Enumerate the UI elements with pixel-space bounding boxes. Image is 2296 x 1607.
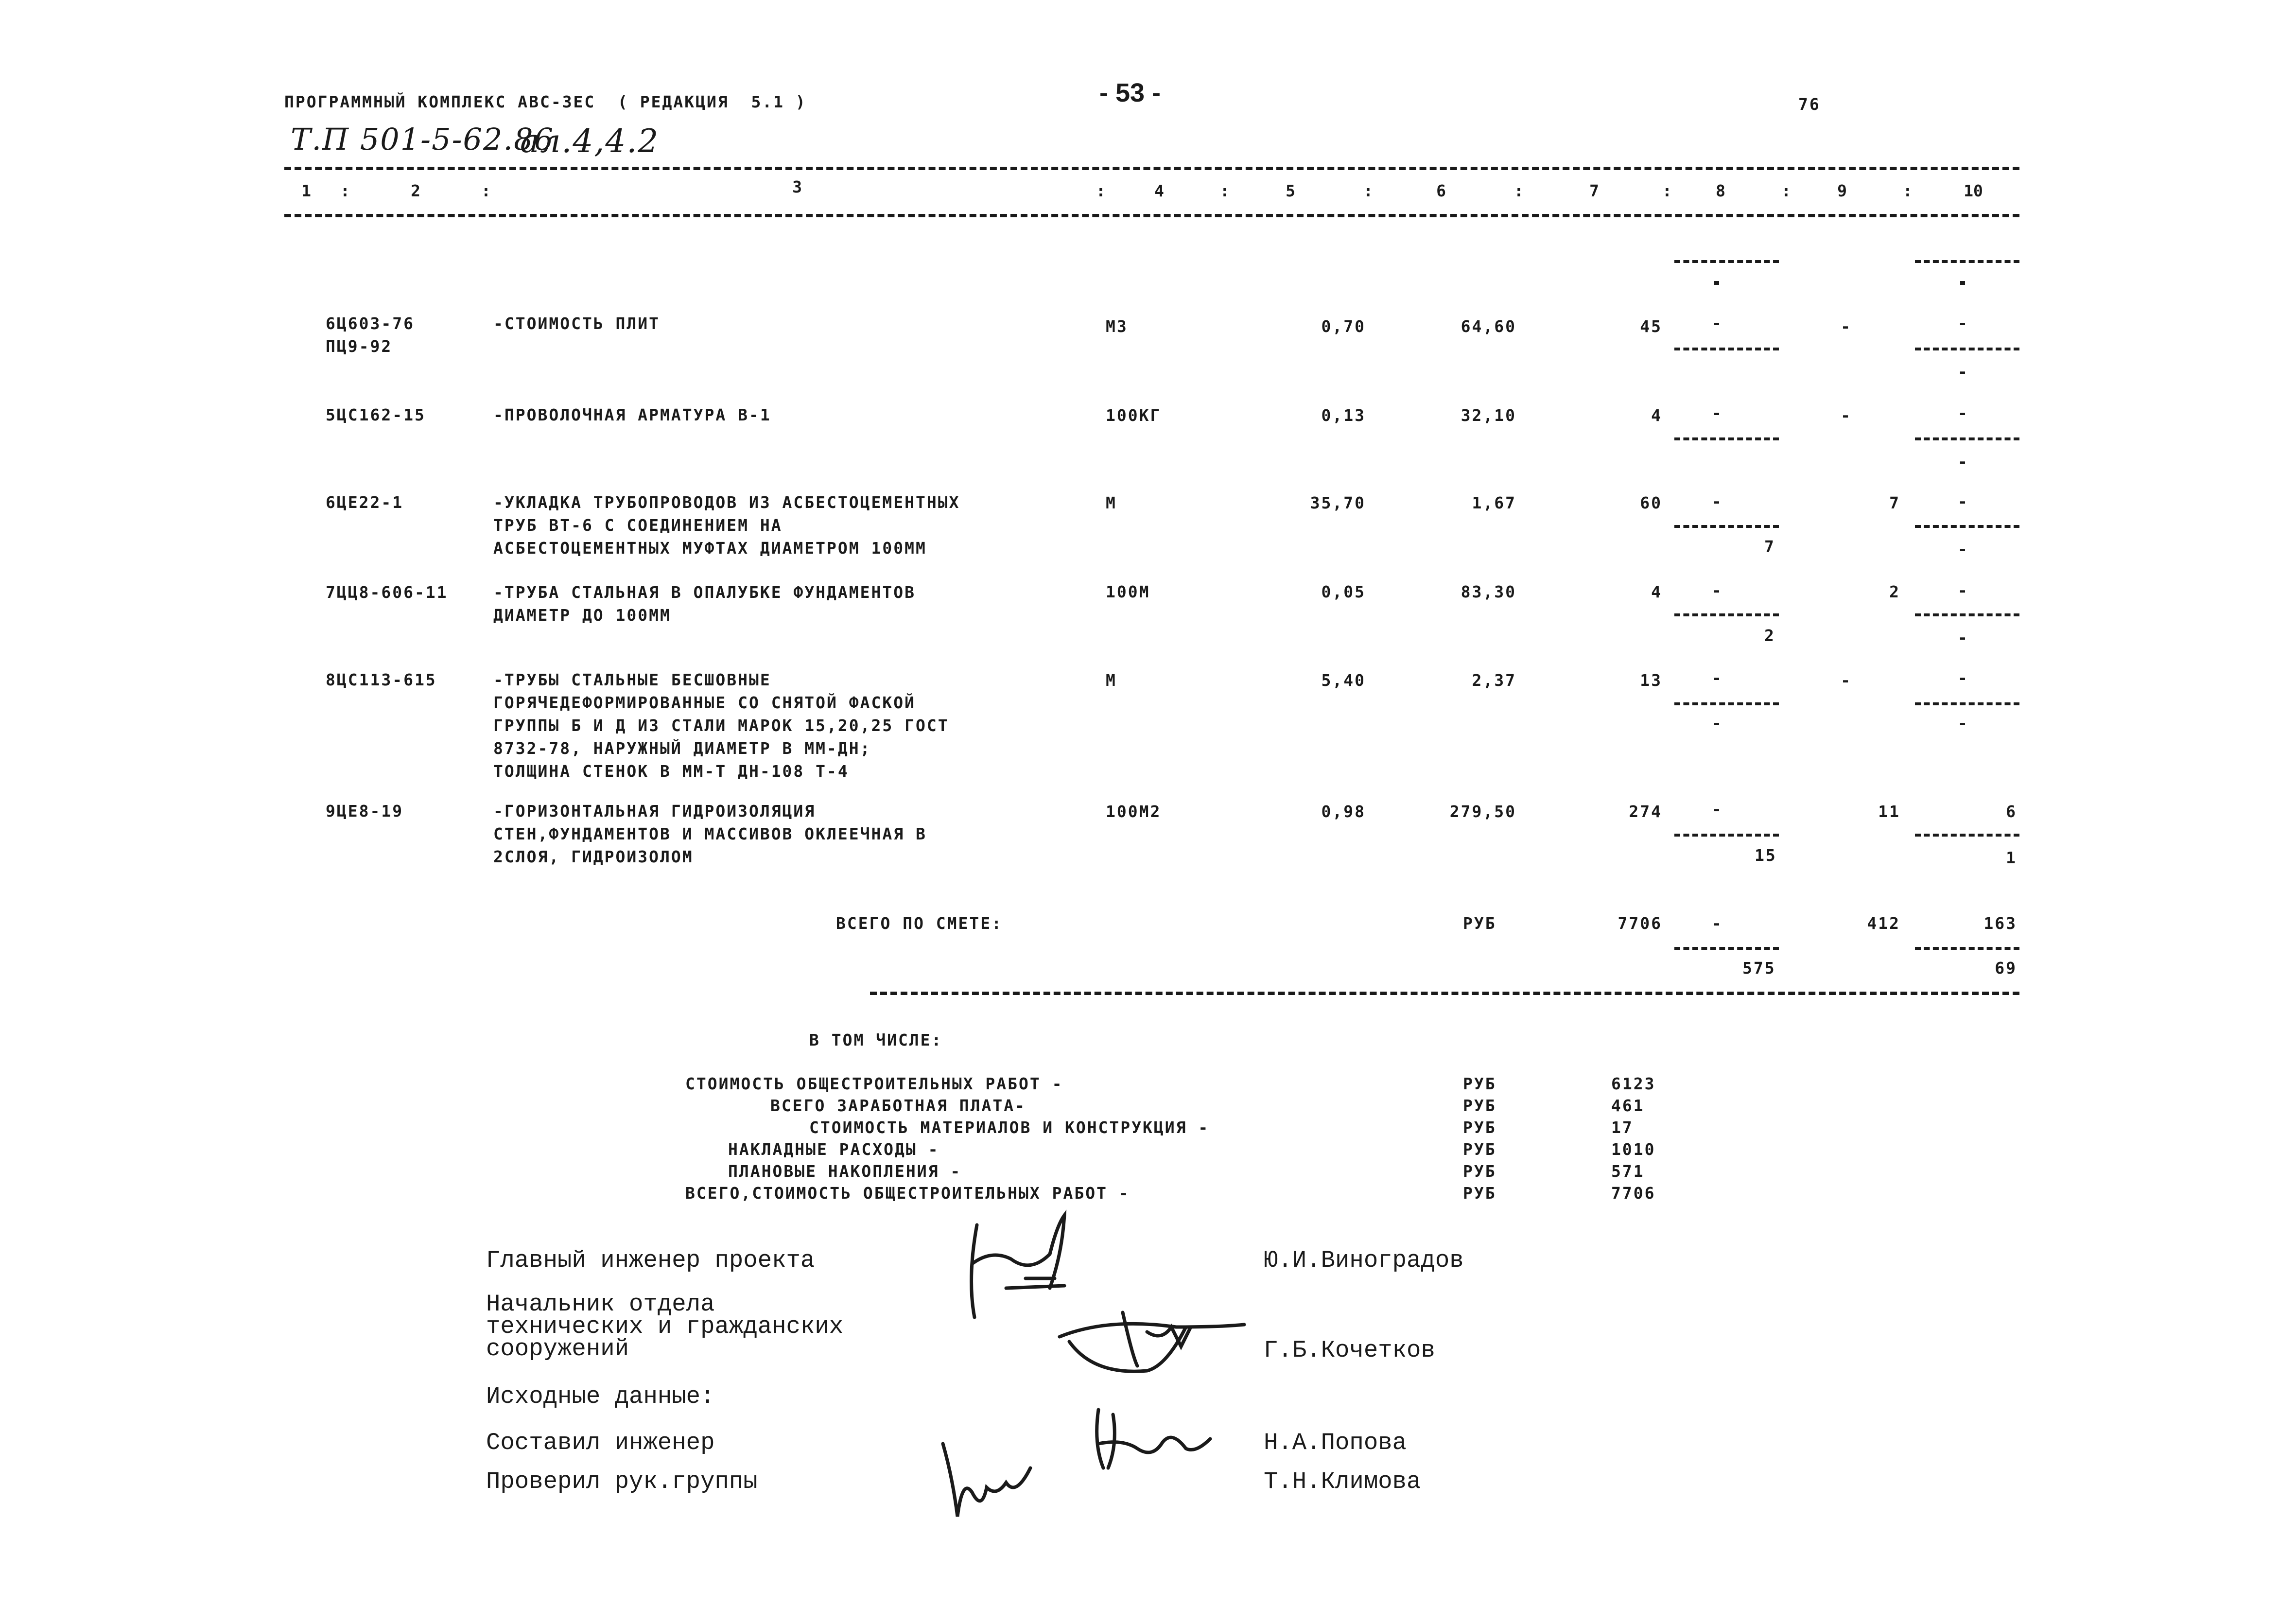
col-separator: :: [1903, 181, 1914, 200]
row-quantity: 0,98: [1321, 802, 1366, 821]
col-separator: :: [1781, 181, 1792, 200]
row-col9: -: [1841, 671, 1852, 690]
row-quantity: 0,70: [1321, 317, 1366, 336]
row-col10-top: -: [1958, 668, 1969, 687]
row-description: -УКЛАДКА ТРУБОПРОВОДОВ ИЗ АСБЕСТОЦЕМЕНТНЫХ ТРУБ ВТ-6 С СОЕДИНЕНИЕМ НА АСБЕСТОЦЕМЕНТНЫХ МУФТАХ ДИАМЕТРОМ 100ММ: [493, 493, 960, 558]
handwritten-project-code: Т.П 501-5-62.86: [291, 122, 555, 157]
row-col8-top: -: [1712, 314, 1723, 332]
fraction-line: [1915, 834, 2019, 837]
breakdown-unit: РУБ: [1463, 1074, 1496, 1093]
dept-head-title: Начальник отдела технических и гражданских сооружений: [486, 1291, 844, 1362]
breakdown-label: ВСЕГО ЗАРАБОТНАЯ ПЛАТА-: [770, 1096, 1026, 1115]
fraction-line: [1674, 348, 1779, 350]
program-title: ПРОГРАММНЫЙ КОМПЛЕКС АВС-ЗЕС ( РЕДАКЦИЯ 5.1 ): [284, 92, 807, 111]
fraction-line: [1915, 348, 2019, 350]
row-description: -ТРУБА СТАЛЬНАЯ В ОПАЛУБКЕ ФУНДАМЕНТОВ ДИАМЕТР ДО 100ММ: [493, 583, 916, 625]
chief-engineer-title: Главный инженер проекта: [486, 1247, 815, 1274]
row-unit: М: [1106, 493, 1117, 512]
row-col8-top: -: [1712, 492, 1723, 511]
chief-engineer-name: Ю.И.Виноградов: [1264, 1247, 1464, 1274]
row-total: 13: [1640, 671, 1662, 690]
col-header: 9: [1837, 181, 1847, 200]
row-col9: 2: [1889, 582, 1900, 601]
row-total: 4: [1651, 582, 1662, 601]
fraction-line: [1915, 702, 2019, 705]
fraction-line: [1915, 437, 2019, 440]
totals-value: 7706: [1618, 914, 1662, 933]
row-quantity: 0,13: [1321, 406, 1366, 425]
fraction-line: [1915, 260, 2019, 263]
row-col9: -: [1841, 317, 1852, 336]
col-header: 6: [1436, 181, 1446, 200]
fraction-line: [1674, 834, 1779, 837]
row-col8-bottom: 2: [1764, 626, 1775, 645]
row-col9: -: [1841, 406, 1852, 425]
breakdown-unit: РУБ: [1463, 1140, 1496, 1159]
sheet-number: 76: [1798, 95, 1821, 114]
row-col8-bottom: -: [1712, 714, 1723, 733]
totals-label: ВСЕГО ПО СМЕТЕ:: [836, 914, 1003, 933]
totals-rule: [870, 992, 2019, 995]
col-separator: :: [1220, 181, 1231, 200]
row-unit: 100М: [1106, 582, 1150, 601]
source-data-label: Исходные данные:: [486, 1383, 715, 1410]
row-unit: М3: [1106, 317, 1128, 336]
row-col10-bottom: -: [1958, 628, 1969, 647]
breakdown-label: СТОИМОСТЬ МАТЕРИАЛОВ И КОНСТРУКЦИЯ -: [809, 1118, 1210, 1137]
row-description: -ГОРИЗОНТАЛЬНАЯ ГИДРОИЗОЛЯЦИЯ СТЕН,ФУНДАМЕНТОВ И МАССИВОВ ОКЛЕЕЧНАЯ В 2СЛОЯ, ГИДРОИЗОЛОМ: [493, 802, 927, 866]
row-col8-bottom: 7: [1764, 537, 1775, 556]
totals-col9: 412: [1867, 914, 1900, 933]
fraction-line: [1674, 702, 1779, 705]
handwritten-album: ал.4,4.2: [520, 122, 660, 160]
row-unit: М: [1106, 671, 1117, 690]
row-unit-price: 279,50: [1449, 802, 1516, 821]
dash-mark: [1714, 281, 1719, 285]
page-number: - 53 -: [1099, 78, 1161, 107]
breakdown-value: 461: [1611, 1096, 1645, 1115]
breakdown-title: В ТОМ ЧИСЛЕ:: [809, 1031, 943, 1049]
col-header: 5: [1286, 181, 1295, 200]
row-unit: 100М2: [1106, 802, 1162, 821]
row-col8-top: -: [1712, 800, 1723, 819]
col-separator: :: [1662, 181, 1673, 200]
totals-col10-bottom: 69: [1995, 959, 2017, 978]
row-col10-top: -: [1958, 403, 1969, 422]
col-header: 7: [1589, 181, 1599, 200]
row-col10-top: -: [1958, 581, 1969, 600]
row-unit-price: 32,10: [1461, 406, 1516, 425]
table-header-rule: [284, 214, 2019, 217]
totals-col8-bottom: 575: [1742, 959, 1776, 978]
fraction-line: [1674, 947, 1779, 950]
breakdown-label: ВСЕГО,СТОИМОСТЬ ОБЩЕСТРОИТЕЛЬНЫХ РАБОТ -: [685, 1184, 1130, 1203]
row-col10-bottom: -: [1958, 714, 1969, 733]
dept-head-name: Г.Б.Кочетков: [1264, 1337, 1435, 1364]
fraction-line: [1674, 437, 1779, 440]
row-unit-price: 1,67: [1472, 493, 1516, 512]
breakdown-label: ПЛАНОВЫЕ НАКОПЛЕНИЯ -: [728, 1162, 962, 1181]
row-col10-top: -: [1958, 492, 1969, 511]
breakdown-value: 7706: [1611, 1184, 1656, 1203]
breakdown-unit: РУБ: [1463, 1184, 1496, 1203]
checked-by-title: Проверил рук.группы: [486, 1468, 758, 1495]
composed-by-signature: [1089, 1400, 1215, 1478]
row-col10-top: -: [1958, 314, 1969, 332]
row-col8-top: -: [1712, 581, 1723, 600]
col-header: 10: [1964, 181, 1983, 200]
row-quantity: 35,70: [1310, 493, 1366, 512]
row-unit-price: 64,60: [1461, 317, 1516, 336]
row-total: 4: [1651, 406, 1662, 425]
col-separator: :: [1514, 181, 1525, 200]
row-total: 45: [1640, 317, 1662, 336]
totals-col8-top: -: [1712, 914, 1723, 933]
col-separator: :: [1096, 181, 1107, 200]
row-code: 6Ц603-76 ПЦ9-92: [326, 314, 415, 356]
table-top-rule: [284, 167, 2019, 170]
fraction-line: [1674, 260, 1779, 263]
col-separator: :: [340, 181, 351, 200]
fraction-line: [1674, 613, 1779, 616]
row-description: -ТРУБЫ СТАЛЬНЫЕ БЕСШОВНЫЕ ГОРЯЧЕДЕФОРМИРОВАННЫЕ СО СНЯТОЙ ФАСКОЙ ГРУППЫ Б И Д ИЗ СТАЛИ МАРОК 15,20,25 ГОСТ 8732-78, НАРУЖНЫЙ ДИАМЕТР В ММ-ДН; ТОЛЩИНА СТЕНОК В ММ-Т ДН-108 Т-4: [493, 670, 949, 781]
breakdown-value: 1010: [1611, 1140, 1656, 1159]
row-col8-top: -: [1712, 403, 1723, 422]
breakdown-label: НАКЛАДНЫЕ РАСХОДЫ -: [728, 1140, 939, 1159]
col-header: 2: [411, 181, 420, 200]
breakdown-unit: РУБ: [1463, 1118, 1496, 1137]
breakdown-unit: РУБ: [1463, 1162, 1496, 1181]
row-col10-bottom: -: [1958, 540, 1969, 559]
breakdown-value: 6123: [1611, 1074, 1656, 1093]
row-code: 9ЦЕ8-19: [326, 802, 404, 821]
row-col10-bottom: -: [1958, 452, 1969, 471]
row-col9: 11: [1878, 802, 1900, 821]
fraction-line: [1915, 613, 2019, 616]
breakdown-label: СТОИМОСТЬ ОБЩЕСТРОИТЕЛЬНЫХ РАБОТ -: [685, 1074, 1063, 1093]
breakdown-value: 17: [1611, 1118, 1634, 1137]
composed-by-name: Н.А.Попова: [1264, 1429, 1407, 1456]
col-separator: :: [1363, 181, 1374, 200]
row-description: -ПРОВОЛОЧНАЯ АРМАТУРА В-1: [493, 405, 771, 424]
row-col10-bottom: 1: [2006, 848, 2017, 867]
dash-mark: [1960, 281, 1965, 285]
row-unit-price: 2,37: [1472, 671, 1516, 690]
row-description: -СТОИМОСТЬ ПЛИТ: [493, 314, 661, 333]
row-total: 60: [1640, 493, 1662, 512]
fraction-line: [1915, 947, 2019, 950]
fraction-line: [1915, 525, 2019, 528]
col-header: 4: [1154, 181, 1164, 200]
row-quantity: 0,05: [1321, 582, 1366, 601]
row-unit-price: 83,30: [1461, 582, 1516, 601]
breakdown-value: 571: [1611, 1162, 1645, 1181]
row-unit: 100КГ: [1106, 406, 1162, 425]
row-total: 274: [1629, 802, 1662, 821]
row-col10-bottom: -: [1958, 362, 1969, 381]
composed-by-title: Составил инженер: [486, 1429, 715, 1456]
col-separator: :: [481, 181, 492, 200]
row-col10-top: 6: [2006, 802, 2017, 821]
checked-by-signature: [938, 1439, 1035, 1521]
col-header: 1: [301, 181, 311, 200]
row-code: 7ЦЦ8-606-11: [326, 583, 448, 602]
checked-by-name: Т.Н.Климова: [1264, 1468, 1421, 1495]
row-col8-top: -: [1712, 668, 1723, 687]
totals-col10-top: 163: [1983, 914, 2017, 933]
row-code: 5ЦС162-15: [326, 405, 426, 424]
breakdown-unit: РУБ: [1463, 1096, 1496, 1115]
row-col8-bottom: 15: [1755, 846, 1777, 865]
col-header: 3: [792, 177, 802, 196]
col-header: 8: [1716, 181, 1725, 200]
dept-head-signature: [1050, 1298, 1254, 1380]
row-quantity: 5,40: [1321, 671, 1366, 690]
row-code: 8ЦС113-615: [326, 670, 437, 689]
totals-unit: РУБ: [1463, 914, 1496, 933]
row-col9: 7: [1889, 493, 1900, 512]
row-code: 6ЦЕ22-1: [326, 493, 404, 512]
fraction-line: [1674, 525, 1779, 528]
